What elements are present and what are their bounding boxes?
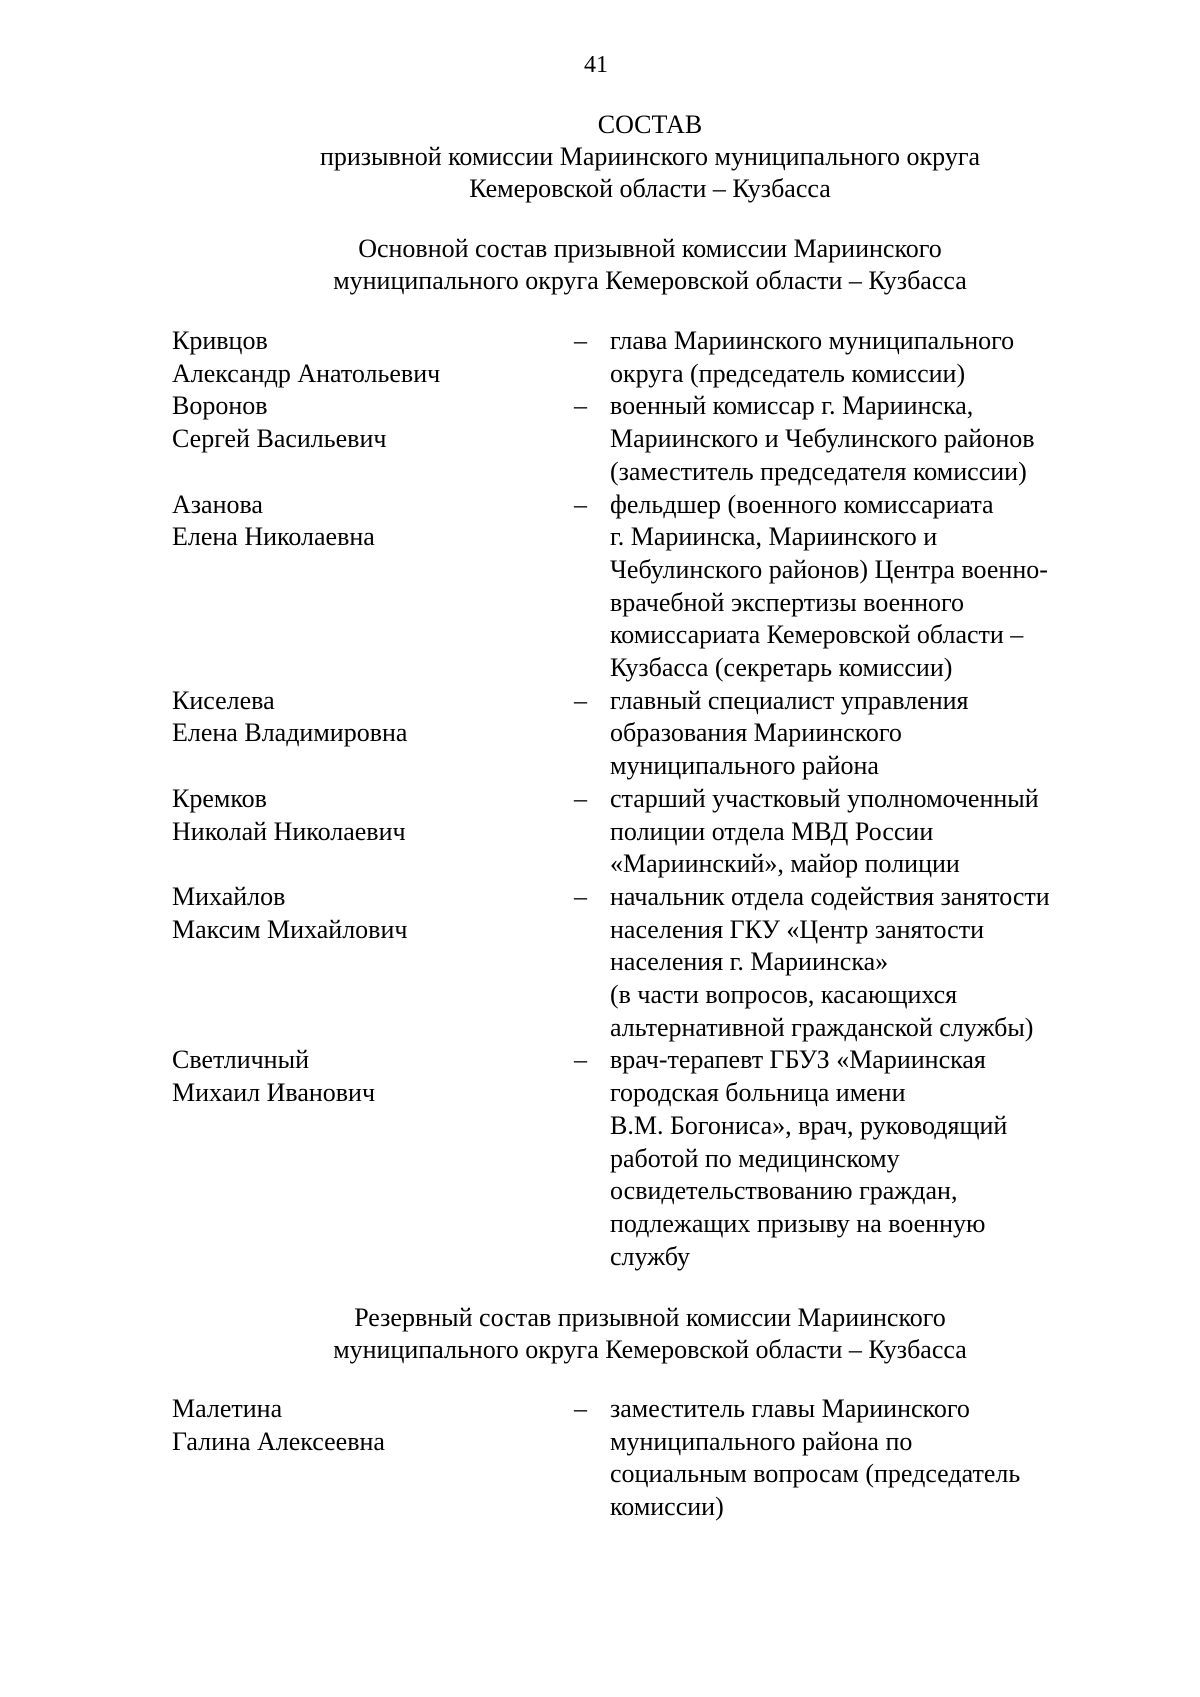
reserve-heading-line-1: Резервный состав призывной комиссии Мариинского bbox=[354, 1303, 946, 1332]
member-row bbox=[172, 325, 1112, 390]
member-row bbox=[172, 1044, 1112, 1273]
member-row bbox=[172, 881, 1112, 1045]
member-name: Светличный Михаил Иванович bbox=[172, 1045, 376, 1108]
member-role: военный комиссар г. Мариинска, Мариинского и Чебулинского районов (заместитель председателя комиссии) bbox=[610, 391, 1035, 486]
page-number: 41 bbox=[584, 52, 608, 78]
member-name: Кремков Николай Николаевич bbox=[172, 783, 406, 846]
member-dash: – bbox=[574, 391, 587, 421]
member-dash: – bbox=[574, 1045, 587, 1075]
member-name: Азанова Елена Николаевна bbox=[172, 489, 375, 552]
document-title bbox=[200, 109, 1100, 205]
reserve-members-list bbox=[172, 1393, 1112, 1524]
member-dash: – bbox=[574, 783, 587, 813]
member-role: врач-терапевт ГБУЗ «Мариинская городская больница имени В.М. Богониса», врач, руководящий работой по медицинскому освидетельствованию граждан, подлежащих призыву на военную службу bbox=[610, 1045, 1008, 1271]
title-line-1: СОСТАВ bbox=[597, 110, 703, 139]
member-row bbox=[172, 390, 1112, 488]
main-heading-line-1: Основной состав призывной комиссии Мариинского bbox=[358, 234, 942, 263]
member-row bbox=[172, 1393, 1112, 1524]
member-role: фельдшер (военного комиссариата г. Мариинска, Мариинского и Чебулинского районов) Центра военно- врачебной экспертизы военного комиссариата Кемеровской области – Кузбасса (секретарь комиссии) bbox=[610, 489, 1048, 683]
reserve-heading-line-2: муниципального округа Кемеровской области – Кузбасса bbox=[333, 1335, 967, 1364]
member-name: Киселева Елена Владимировна bbox=[172, 685, 408, 748]
member-role: начальник отдела содействия занятости населения ГКУ «Центр занятости населения г. Мариинска» (в части вопросов, касающихся альтернативной гражданской службы) bbox=[610, 881, 1050, 1042]
member-row bbox=[172, 685, 1112, 783]
member-dash: – bbox=[574, 326, 587, 355]
reserve-section-heading bbox=[200, 1302, 1100, 1366]
member-dash: – bbox=[574, 1394, 587, 1423]
member-name: Михайлов Максим Михайлович bbox=[172, 881, 408, 944]
main-heading-line-2: муниципального округа Кемеровской области – Кузбасса bbox=[333, 266, 967, 295]
member-name: Кривцов Александр Анатольевич bbox=[172, 326, 441, 388]
member-row bbox=[172, 489, 1112, 685]
member-role: старший участковый уполномоченный полиции отдела МВД России «Мариинский», майор полиции bbox=[610, 783, 1039, 879]
member-dash: – bbox=[574, 685, 587, 715]
member-dash: – bbox=[574, 489, 587, 519]
member-row bbox=[172, 783, 1112, 881]
member-role: заместитель главы Мариинского муниципального района по социальным вопросам (председатель комиссии) bbox=[610, 1394, 1021, 1522]
member-name: Воронов Сергей Васильевич bbox=[172, 391, 387, 454]
member-role: глава Мариинского муниципального округа (председатель комиссии) bbox=[610, 326, 1015, 388]
main-members-list bbox=[172, 325, 1112, 1273]
member-role: главный специалист управления образования Мариинского муниципального района bbox=[610, 685, 969, 781]
member-name: Малетина Галина Алексеевна bbox=[172, 1394, 385, 1456]
title-line-3: Кемеровской области – Кузбасса bbox=[469, 174, 831, 203]
title-line-2: призывной комиссии Мариинского муниципального округа bbox=[319, 142, 981, 171]
member-dash: – bbox=[574, 881, 587, 911]
main-section-heading bbox=[200, 233, 1100, 297]
